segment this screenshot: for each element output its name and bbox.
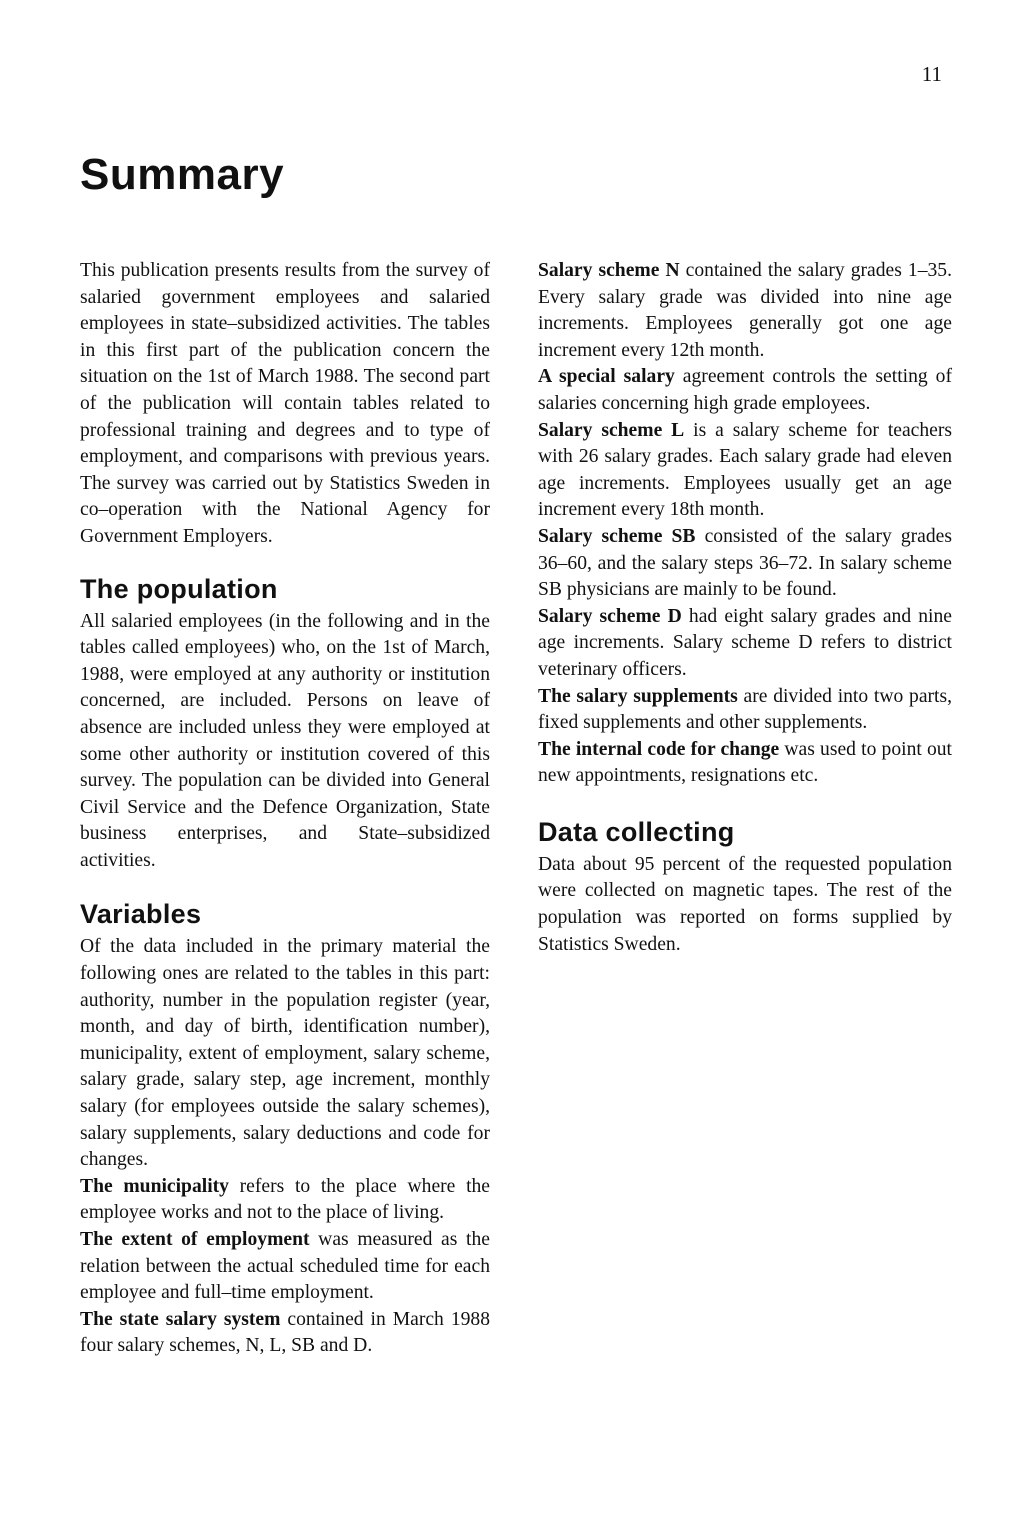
- page-title: Summary: [80, 150, 285, 199]
- municipality-term: The municipality: [80, 1175, 229, 1197]
- scheme-n-text: contained the salary grades 1–35. Every salary grade was divided into nine age increments. Employees generally got one age increment every 12th month.: [538, 260, 952, 361]
- data-collecting-paragraph: Data about 95 percent of the requested population were collected on magnetic tapes. The rest of the population was reported on forms supplied by Statistics Sweden.: [538, 853, 952, 955]
- right-column: [538, 258, 952, 958]
- variables-heading: Variables: [80, 899, 202, 930]
- municipality-paragraph: [80, 1174, 490, 1227]
- extent-term: The extent of employment: [80, 1229, 310, 1250]
- state-salary-term: The state salary system: [80, 1308, 281, 1330]
- scheme-d-term: Salary scheme D: [538, 605, 682, 627]
- intro-paragraph: This publication presents results from the survey of salaried government employees and salaried employees in state–subsidized activities. The tables in this first part of the publication concern the situation on the 1st of March 1988. The second part of the publication will contain tables related to professional training and degrees and to type of employment, and comparisons with previous years. The survey was carried out by Statistics Sweden in co–operation with the National Agency for Government Employers.: [80, 260, 490, 547]
- scheme-l-text: is a salary scheme for teachers with 26 salary grades. Each salary grade had eleven age increments. Employees usually get an age increment every 18th month.: [538, 419, 953, 521]
- population-paragraph: All salaried employees (in the following and in the tables called employees) who, on the 1st of March, 1988, were employed at any authority or institution concerned, are included. Persons on leave of absence are included unless they were employed at some other authority or institution covered of this survey. The population can be divided into General Civil Service and the Defence Organization, State business enterprises, and State–subsidized activities.: [80, 610, 490, 871]
- scheme-n-term: Salary scheme N: [538, 260, 680, 281]
- municipality-text: refers to the place where the employee works and not to the place of living.: [80, 1175, 491, 1224]
- scheme-l-term: Salary scheme L: [538, 419, 685, 441]
- scheme-sb-term: Salary scheme SB: [538, 525, 696, 547]
- supplements-term: The salary supplements: [538, 685, 738, 707]
- extent-paragraph: [80, 1227, 490, 1307]
- scheme-n-paragraph: [538, 258, 952, 364]
- data-collecting-heading: Data collecting: [538, 816, 735, 847]
- state-salary-paragraph: [80, 1307, 490, 1360]
- scheme-l-paragraph: [538, 418, 952, 524]
- scheme-sb-text: consisted of the salary grades 36–60, and the salary steps 36–72. In salary scheme SB physicians are mainly to be found.: [538, 525, 952, 601]
- extent-text: was measured as the relation between the actual scheduled time for each employee and full–time employment.: [80, 1229, 490, 1304]
- scheme-d-text: had eight salary grades and nine age increments. Salary scheme D refers to district veterinary officers.: [538, 605, 952, 680]
- internal-code-paragraph: [538, 737, 952, 790]
- supplements-paragraph: [538, 684, 952, 737]
- special-salary-paragraph: [538, 364, 952, 417]
- internal-code-text: was used to point out new appointments, resignations etc.: [538, 738, 953, 787]
- supplements-text: are divided into two parts, fixed supplements and other supplements.: [538, 685, 953, 734]
- special-salary-term: A special salary: [538, 366, 675, 388]
- page-number: 11: [921, 62, 942, 86]
- scheme-d-paragraph: [538, 604, 952, 684]
- internal-code-term: The internal code for change: [538, 738, 780, 760]
- state-salary-text: contained in March 1988 four salary schemes, N, L, SB and D.: [80, 1308, 491, 1357]
- special-salary-text: agreement controls the setting of salaries concerning high grade employees.: [538, 366, 952, 414]
- scheme-sb-paragraph: [538, 524, 952, 604]
- left-column: [80, 258, 490, 1360]
- variables-paragraph: Of the data included in the primary material the following ones are related to the tables in this part: authority, number in the population register (year, month, and day of birth, identification number), municipality, extent of employment, salary scheme, salary grade, salary step, age increment, monthly salary (for employees outside the salary schemes), salary supplements, salary deductions and code for changes.: [80, 936, 490, 1171]
- population-heading: The population: [80, 573, 278, 604]
